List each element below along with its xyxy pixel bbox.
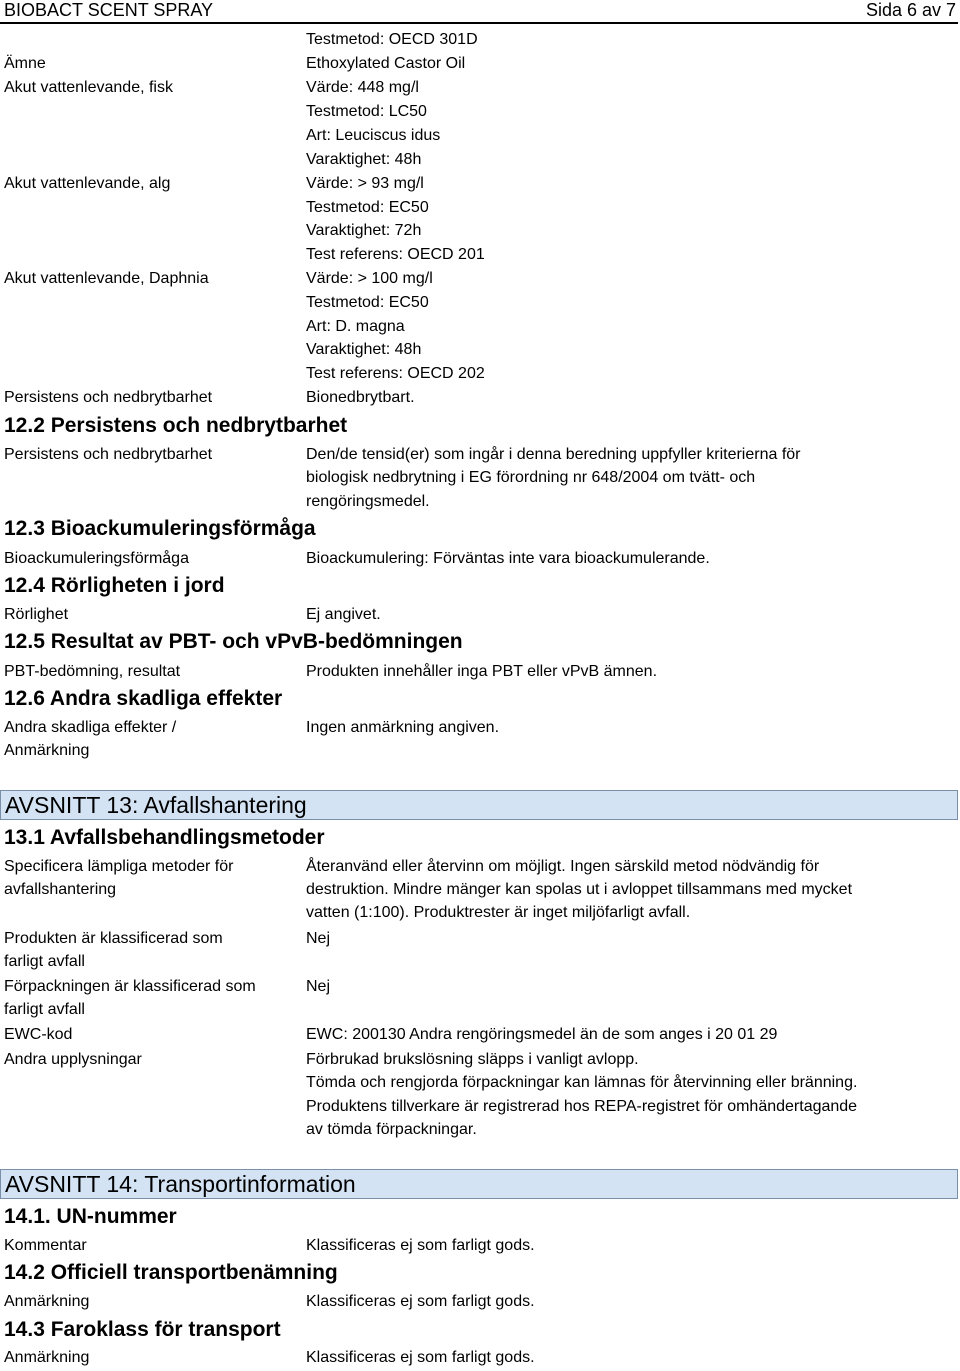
section-heading-12-6: 12.6 Andra skadliga effekter (4, 687, 283, 710)
persistence-label: Persistens och nedbrytbarhet (4, 446, 213, 463)
row-value: Testmetod: EC50 (306, 199, 429, 216)
row-value: Test referens: OECD 202 (306, 365, 485, 382)
methods-value: Återanvänd eller återvinn om möjligt. Ingen särskild metod nödvändig för (306, 858, 820, 875)
un-comment-value: Klassificeras ej som farligt gods. (306, 1237, 535, 1254)
row-label: Persistens och nedbrytbarhet (4, 389, 213, 406)
methods-value: destruktion. Mindre mänger kan spolas ut i avloppet tillsammans med mycket (306, 881, 853, 898)
row-value: Testmetod: EC50 (306, 294, 429, 311)
pbt-value: Produkten innehåller inga PBT eller vPvB ämnen. (306, 663, 658, 680)
section-heading-12-4: 12.4 Rörligheten i jord (4, 574, 225, 597)
section-heading-13-1: 13.1 Avfallsbehandlingsmetoder (4, 826, 325, 849)
section-heading-12-5: 12.5 Resultat av PBT- och vPvB-bedömningen (4, 630, 463, 653)
hazard-class-value: Klassificeras ej som farligt gods. (306, 1349, 535, 1366)
row-value: Värde: > 93 mg/l (306, 175, 424, 192)
row-value: Testmetod: OECD 301D (306, 31, 478, 48)
row-value: Art: Leuciscus idus (306, 127, 441, 144)
page-number: Sida 6 av 7 (865, 0, 956, 20)
persistence-value: Den/de tensid(er) som ingår i denna beredning uppfyller kriterierna för (306, 446, 801, 463)
row-label: Ämne (4, 55, 46, 72)
other-info-value: Förbrukad brukslösning släpps i vanligt avlopp. (306, 1051, 639, 1068)
other-info-value: av tömda förpackningar. (306, 1121, 477, 1138)
page-header (0, 0, 958, 24)
other-effects-value: Ingen anmärkning angiven. (306, 719, 500, 736)
other-info-value: Produktens tillverkare är registrerad hos REPA-registret för omhändertagande (306, 1098, 858, 1115)
persistence-value: rengöringsmedel. (306, 493, 430, 510)
section-heading-12-2: 12.2 Persistens och nedbrytbarhet (4, 414, 348, 437)
row-value: Art: D. magna (306, 318, 405, 335)
section-14-bar: AVSNITT 14: Transportinformation (0, 1169, 958, 1199)
row-value: Varaktighet: 48h (306, 151, 422, 168)
row-value: Värde: > 100 mg/l (306, 270, 433, 287)
other-effects-label: Andra skadliga effekter / (4, 719, 177, 736)
mobility-value: Ej angivet. (306, 606, 381, 623)
other-info-label: Andra upplysningar (4, 1051, 142, 1068)
row-value: Varaktighet: 48h (306, 341, 422, 358)
row-value: Bionedbrytbart. (306, 389, 415, 406)
row-label: Akut vattenlevande, Daphnia (4, 270, 209, 287)
section-heading-14-3: 14.3 Faroklass för transport (4, 1318, 281, 1341)
methods-value: vatten (1:100). Produktrester är inget miljöfarligt avfall. (306, 904, 691, 921)
document-title: BIOBACT SCENT SPRAY (4, 0, 214, 20)
classified-label: Produkten är klassificerad som (4, 930, 223, 947)
packaging-label: farligt avfall (4, 1001, 85, 1018)
row-label: Akut vattenlevande, fisk (4, 79, 173, 96)
section-heading-12-3: 12.3 Bioackumuleringsförmåga (4, 517, 316, 540)
hazard-class-label: Anmärkning (4, 1349, 90, 1366)
packaging-label: Förpackningen är klassificerad som (4, 978, 256, 995)
methods-label: avfallshantering (4, 881, 117, 898)
un-comment-label: Kommentar (4, 1237, 87, 1254)
other-info-value: Tömda och rengjorda förpackningar kan lämnas för återvinning eller bränning. (306, 1074, 858, 1091)
mobility-label: Rörlighet (4, 606, 69, 623)
row-value: Varaktighet: 72h (306, 222, 422, 239)
methods-label: Specificera lämpliga metoder för (4, 858, 234, 875)
ewc-value: EWC: 200130 Andra rengöringsmedel än de som anges i 20 01 29 (306, 1026, 778, 1043)
packaging-value: Nej (306, 978, 331, 995)
row-value: Ethoxylated Castor Oil (306, 55, 466, 72)
section-heading-14-1: 14.1. UN-nummer (4, 1205, 177, 1228)
row-value: Värde: 448 mg/l (306, 79, 419, 96)
shipping-name-label: Anmärkning (4, 1293, 90, 1310)
persistence-value: biologisk nedbrytning i EG förordning nr 648/2004 om tvätt- och (306, 469, 756, 486)
pbt-label: PBT-bedömning, resultat (4, 663, 181, 680)
row-value: Test referens: OECD 201 (306, 246, 485, 263)
row-label: Akut vattenlevande, alg (4, 175, 171, 192)
classified-label: farligt avfall (4, 953, 85, 970)
section-heading-14-2: 14.2 Officiell transportbenämning (4, 1261, 338, 1284)
bioaccumulation-value: Bioackumulering: Förväntas inte vara bioackumulerande. (306, 550, 710, 567)
ewc-label: EWC-kod (4, 1026, 73, 1043)
shipping-name-value: Klassificeras ej som farligt gods. (306, 1293, 535, 1310)
bioaccumulation-label: Bioackumuleringsförmåga (4, 550, 189, 567)
row-value: Testmetod: LC50 (306, 103, 427, 120)
classified-value: Nej (306, 930, 331, 947)
other-effects-label: Anmärkning (4, 742, 90, 759)
section-13-bar: AVSNITT 13: Avfallshantering (0, 790, 958, 820)
